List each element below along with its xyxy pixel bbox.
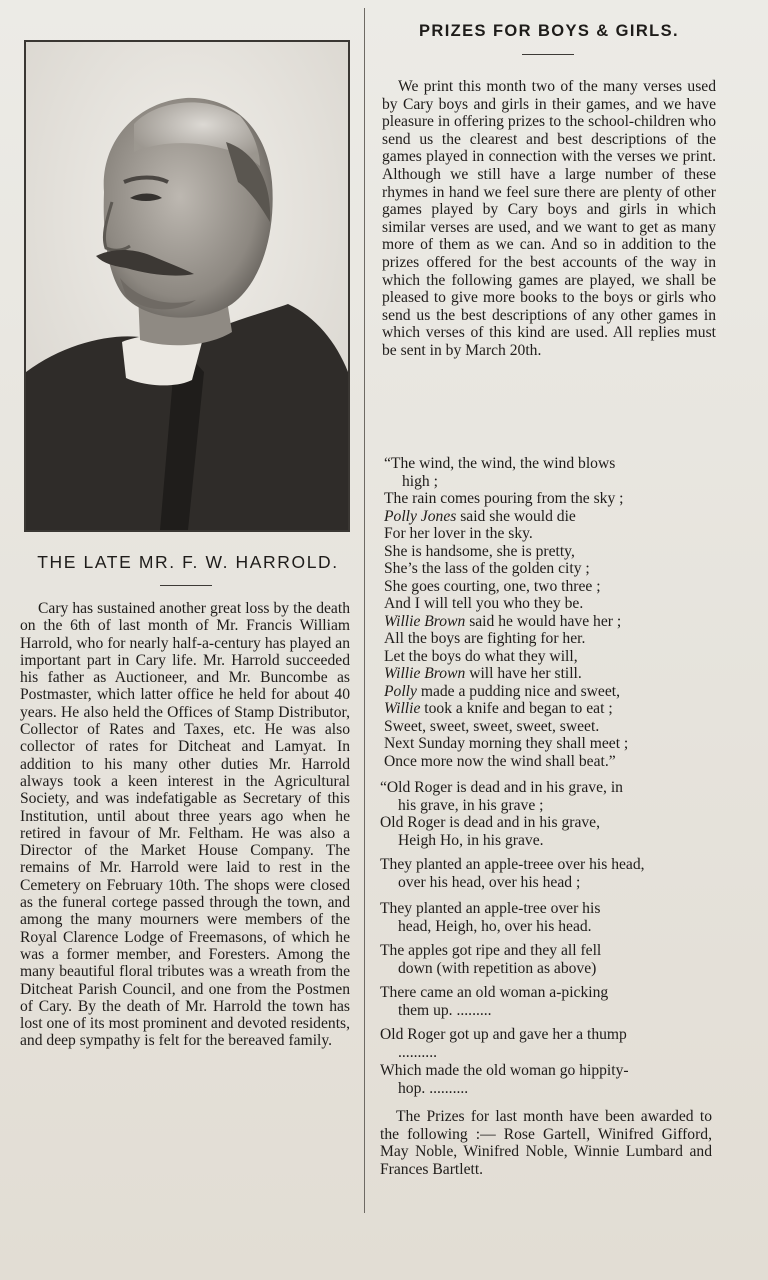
stanza-line: Which made the old woman go hippity- bbox=[380, 1062, 629, 1079]
portrait-photo bbox=[24, 40, 350, 532]
verse-line: high ; bbox=[402, 472, 438, 490]
verse-line bbox=[384, 508, 718, 526]
verse-roger-stanza bbox=[380, 856, 716, 891]
stanza-line: head, Heigh, ho, over his head. bbox=[398, 917, 592, 935]
stanza-line: down (with repetition as above) bbox=[398, 959, 597, 977]
verse-line: Let the boys do what they will, bbox=[384, 647, 578, 665]
verse-roger-stanza bbox=[380, 1062, 716, 1097]
verse-line: She is handsome, she is pretty, bbox=[384, 542, 575, 560]
prizes-heading-underline bbox=[522, 54, 574, 55]
verse-name: Willie Brown bbox=[384, 612, 466, 630]
verse-line bbox=[384, 700, 718, 718]
column-divider bbox=[364, 8, 365, 1213]
portrait-engraving bbox=[26, 42, 348, 530]
verse-name: Polly Jones bbox=[384, 507, 457, 525]
verse-roger-stanza bbox=[380, 900, 716, 935]
verse-line: Next Sunday morning they shall meet ; bbox=[384, 735, 629, 752]
verse-text: said he would have her ; bbox=[465, 612, 622, 630]
verse-text: will have her still. bbox=[465, 665, 582, 682]
obituary-heading: THE LATE MR. F. W. HARROLD. bbox=[37, 552, 339, 572]
stanza-line: “Old Roger is dead and in his grave, in bbox=[380, 779, 623, 796]
verse-wind bbox=[384, 455, 718, 770]
verse-line bbox=[384, 683, 718, 701]
stanza-line: Old Roger got up and gave her a thump bbox=[380, 1026, 627, 1043]
stanza-line: Old Roger is dead and in his grave, bbox=[380, 814, 600, 831]
verse-name: Willie Brown bbox=[384, 665, 466, 682]
obituary-body: Cary has sustained another great loss by the death on the 6th of last month of Mr. Francis William Harrold, who for nearly half-a-century has played an important part in Cary life. Mr. Harrold succeeded his father as Auctioneer, and Mr. Buncombe as Postmaster, which latter office he held for about 40 years. He also held the Offices of Stamp Distributor, Collector of Rates and Taxes, etc. He was also collector of rates for Ditcheat and Lamyat. In addition to his many other duties Mr. Harrold always took a keen interest in the Agricultural Society, and was indefatigable as Secretary of this Institution, until about three years ago when he retired in favour of Mr. Feltham. He was also a Director of the Market House Company. The remains of Mr. Harrold were laid to rest in the Cemetery on February 10th. The shops were closed as the funeral cortege passed through the town, and among the many mourners were members of the Royal Clarence Lodge of Freemasons, of which he was a former member, and Foresters. Among the many beautiful floral tributes was a wreath from the Ditcheat Parish Council, and one from the Postmen of Cary. By the death of Mr. Harrold the town has lost one of its most prominent and devoted residents, and deep sympathy is felt for the bereaved family. bbox=[20, 600, 350, 1050]
verse-text: took a knife and began to eat ; bbox=[420, 700, 613, 717]
verse-line: She goes courting, one, two three ; bbox=[384, 577, 601, 595]
verse-line bbox=[384, 613, 718, 631]
verse-roger-stanza bbox=[380, 942, 716, 977]
prize-winners: The Prizes for last month have been awarded to the following :— Rose Gartell, Winifred Gifford, May Noble, Winifred Noble, Winnie Lumbard and Frances Bartlett. bbox=[380, 1108, 712, 1178]
stanza-line: There came an old woman a-picking bbox=[380, 984, 609, 1001]
verse-name: Willie bbox=[384, 700, 421, 717]
heading-underline bbox=[160, 585, 212, 586]
stanza-line: hop. .......... bbox=[398, 1079, 469, 1097]
verse-roger-stanza bbox=[380, 984, 716, 1019]
verse-line: “The wind, the wind, the wind blows bbox=[384, 455, 616, 472]
stanza-line: .......... bbox=[398, 1043, 437, 1061]
verse-name: Polly bbox=[384, 682, 417, 700]
stanza-line: They planted an apple-treee over his head, bbox=[380, 856, 645, 873]
verse-line: The rain comes pouring from the sky ; bbox=[384, 490, 624, 507]
prizes-intro: We print this month two of the many verses used by Cary boys and girls in their games, and we have pleasure in offering prizes to the school-children who send us the clearest and best descriptions of the games played in connection with the verses we print. Although we still have a large number of these rhymes in hand we feel sure there are plenty of other games played by Cary boys and girls in which similar verses are used, and we want to get as many more of them as we can. And so in addition to the prizes offered for the best accounts of the way in which the following games are played, we shall be pleased to give more books to the boys or girls who send us the best descriptions of any other games in which verses of this kind are used. All replies must be sent in by March 20th. bbox=[382, 78, 716, 359]
stanza-line: They planted an apple-tree over his bbox=[380, 900, 601, 917]
verse-roger-stanza bbox=[380, 779, 716, 814]
verse-line bbox=[384, 665, 718, 683]
stanza-line: The apples got ripe and they all fell bbox=[380, 942, 602, 959]
verse-line: Once more now the wind shall beat.” bbox=[384, 752, 616, 770]
verse-line: For her lover in the sky. bbox=[384, 525, 533, 542]
stanza-line: his grave, in his grave ; bbox=[398, 796, 544, 814]
verse-line: All the boys are fighting for her. bbox=[384, 630, 586, 647]
verse-line: Sweet, sweet, sweet, sweet, sweet. bbox=[384, 717, 600, 735]
verse-roger-stanza bbox=[380, 1026, 716, 1061]
verse-roger-stanza bbox=[380, 814, 716, 849]
stanza-line: Heigh Ho, in his grave. bbox=[398, 831, 544, 849]
verse-text: made a pudding nice and sweet, bbox=[416, 682, 621, 700]
stanza-line: over his head, over his head ; bbox=[398, 873, 581, 891]
stanza-line: them up. ......... bbox=[398, 1001, 492, 1019]
prizes-heading: PRIZES FOR BOYS & GIRLS. bbox=[418, 22, 680, 40]
verse-line: And I will tell you who they be. bbox=[384, 595, 584, 612]
verse-line: She’s the lass of the golden city ; bbox=[384, 560, 590, 577]
verse-text: said she would die bbox=[456, 507, 576, 525]
